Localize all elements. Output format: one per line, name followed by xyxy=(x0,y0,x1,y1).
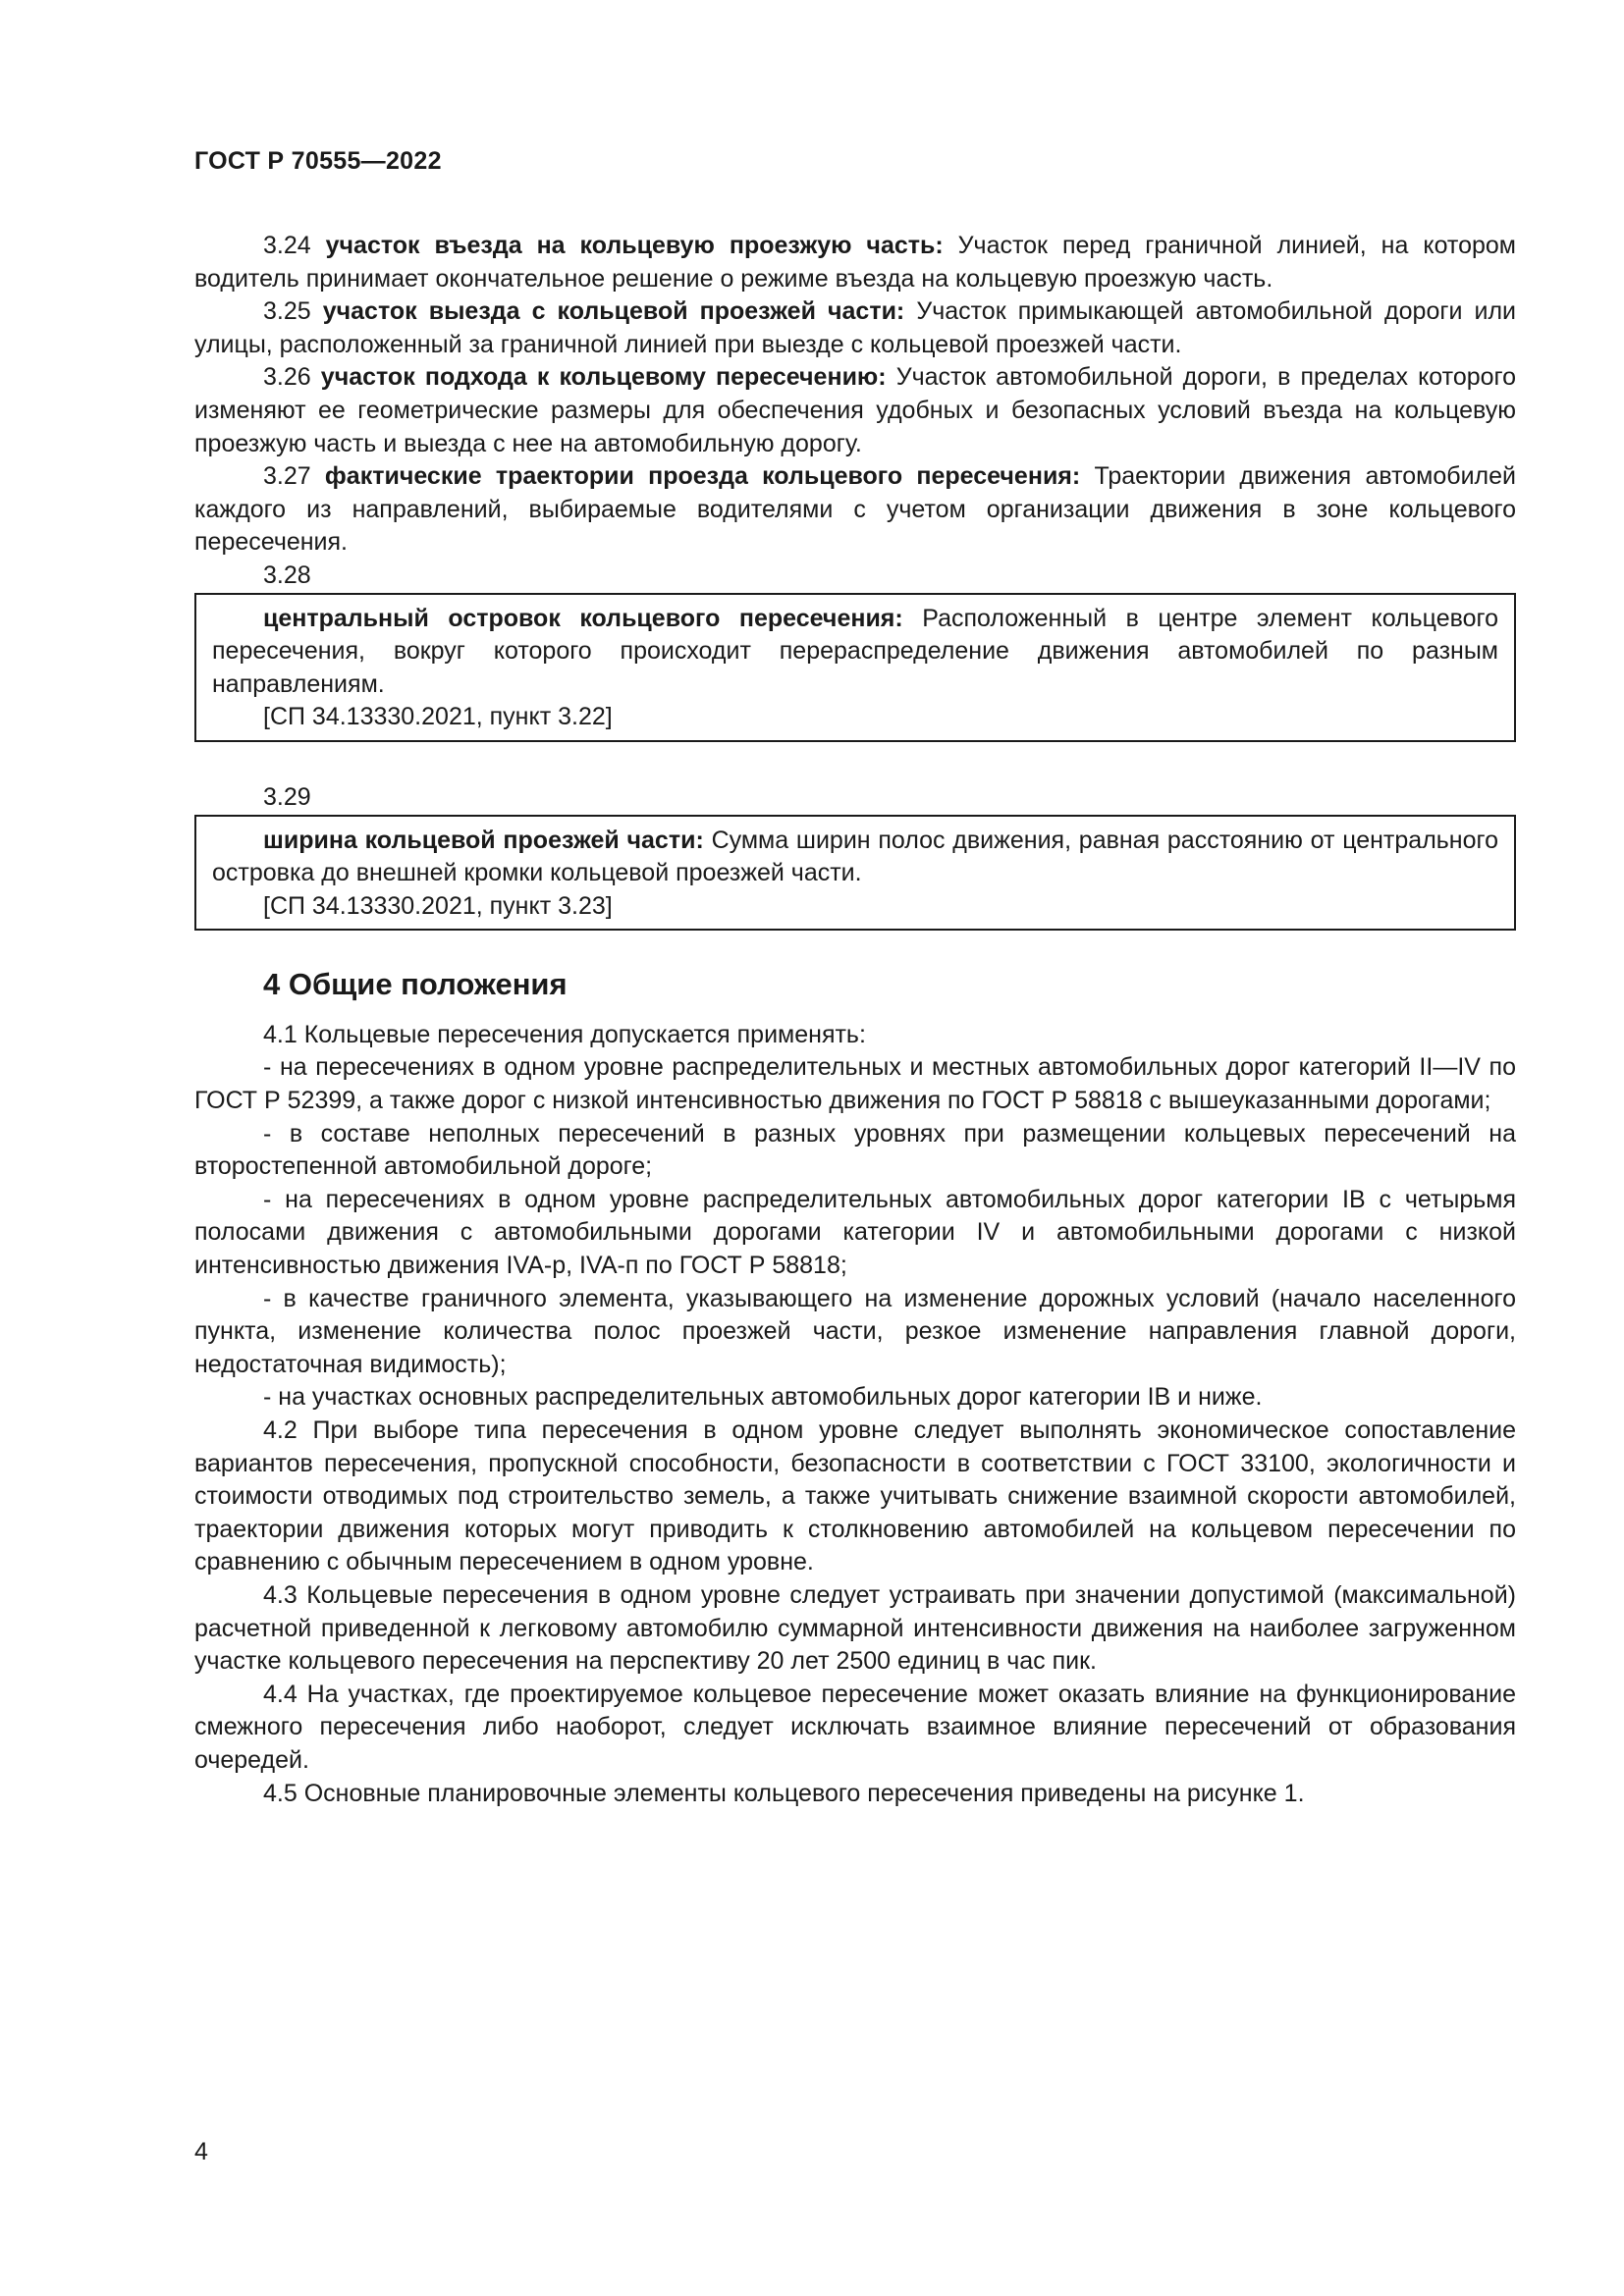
term-3-29-box xyxy=(194,815,1516,932)
term-3-26: 3.26 участок подхода к кольцевому пересечению: Участок автомобильной дороги, в пределах которого изменяют ее геометрические размеры для обеспечения удобных и безопасных условий въезда на кольцевую проезжую часть и выезда с нее на автомобильную дорогу. xyxy=(194,363,1516,457)
list-item: - на участках основных распределительных автомобильных дорог категории IB и ниже. xyxy=(263,1383,1263,1412)
section-heading: 4 Общие положения xyxy=(263,967,568,1002)
term-3-29-number: 3.29 xyxy=(263,782,311,811)
list-item: - на пересечениях в одном уровне распределительных и местных автомобильных дорог категорий II—IV по ГОСТ Р 52399, а также дорог с низкой интенсивностью движения по ГОСТ Р 58818 с вышеуказанными дорогами; xyxy=(194,1053,1516,1115)
paragraph-4-5: 4.5 Основные планировочные элементы кольцевого пересечения приведены на рисунке 1. xyxy=(263,1779,1305,1807)
list-item: - в качестве граничного элемента, указывающего на изменение дорожных условий (начало населенного пункта, изменение количества полос проезжей части, резкое изменение направления главной дороги, недостаточная видимость); xyxy=(194,1284,1516,1378)
term-3-28-definition: центральный островок кольцевого пересечения: Расположенный в центре элемент кольцевого пересечения, вокруг которого происходит перераспределение движения автомобилей по разным направлениям. xyxy=(212,604,1498,698)
term-3-25: 3.25 участок выезда с кольцевой проезжей части: Участок примыкающей автомобильной дороги или улицы, расположенный за граничной линией при выезде с кольцевой проезжей части. xyxy=(194,297,1516,358)
term-3-28-number: 3.28 xyxy=(263,561,311,589)
paragraph-4-3: 4.3 Кольцевые пересечения в одном уровне следует устраивать при значении допустимой (максимальной) расчетной приведенной к легковому автомобилю суммарной интенсивности движения на наиболее загруженном участке кольцевого пересечения на перспективу 20 лет 2500 единиц в час пик. xyxy=(194,1580,1516,1676)
paragraph-4-1: 4.1 Кольцевые пересечения допускается применять: xyxy=(263,1020,866,1048)
page-number: 4 xyxy=(194,2138,208,2165)
term-3-27: 3.27 фактические траектории проезда кольцевого пересечения: Траектории движения автомобилей каждого из направлений, выбираемые водителями с учетом организации движения в зоне кольцевого пересечения. xyxy=(194,462,1516,557)
term-3-28-box xyxy=(194,593,1516,742)
term-3-29-reference: [СП 34.13330.2021, пункт 3.23] xyxy=(263,891,613,920)
term-3-28-reference: [СП 34.13330.2021, пункт 3.22] xyxy=(263,703,613,731)
list-item: - в составе неполных пересечений в разных уровнях при размещении кольцевых пересечений на второстепенной автомобильной дороге; xyxy=(194,1119,1516,1181)
paragraph-4-4: 4.4 На участках, где проектируемое кольцевое пересечение может оказать влияние на функционирование смежного пересечения либо наоборот, следует исключать взаимное влияние пересечений от образования очередей. xyxy=(194,1680,1516,1774)
list-item: - на пересечениях в одном уровне распределительных автомобильных дорог категории IB с четырьмя полосами движения с автомобильными дорогами категории IV и автомобильными дорогами с низкой интенсивностью движения IVA-р, IVA-п по ГОСТ Р 58818; xyxy=(194,1185,1516,1280)
term-3-24: 3.24 участок въезда на кольцевую проезжую часть: Участок перед граничной линией, на котором водитель принимает окончательное решение о режиме въезда на кольцевую проезжую часть. xyxy=(194,232,1516,293)
document-header: ГОСТ Р 70555—2022 xyxy=(194,147,442,175)
term-3-29-definition: ширина кольцевой проезжей части: Сумма ширин полос движения, равная расстоянию от центрального островка до внешней кромки кольцевой проезжей части. xyxy=(212,826,1498,887)
page-content xyxy=(194,230,1516,1810)
paragraph-4-2: 4.2 При выборе типа пересечения в одном уровне следует выполнять экономическое сопоставление вариантов пересечения, пропускной способности, безопасности в соответствии с ГОСТ 33100, экологичности и стоимости отводимых под строительство земель, а также учитывать снижение взаимной скорости автомобилей, траектории движения которых могут приводить к столкновению автомобилей на кольцевом пересечении по сравнению с обычным пересечением в одном уровне. xyxy=(194,1416,1516,1576)
